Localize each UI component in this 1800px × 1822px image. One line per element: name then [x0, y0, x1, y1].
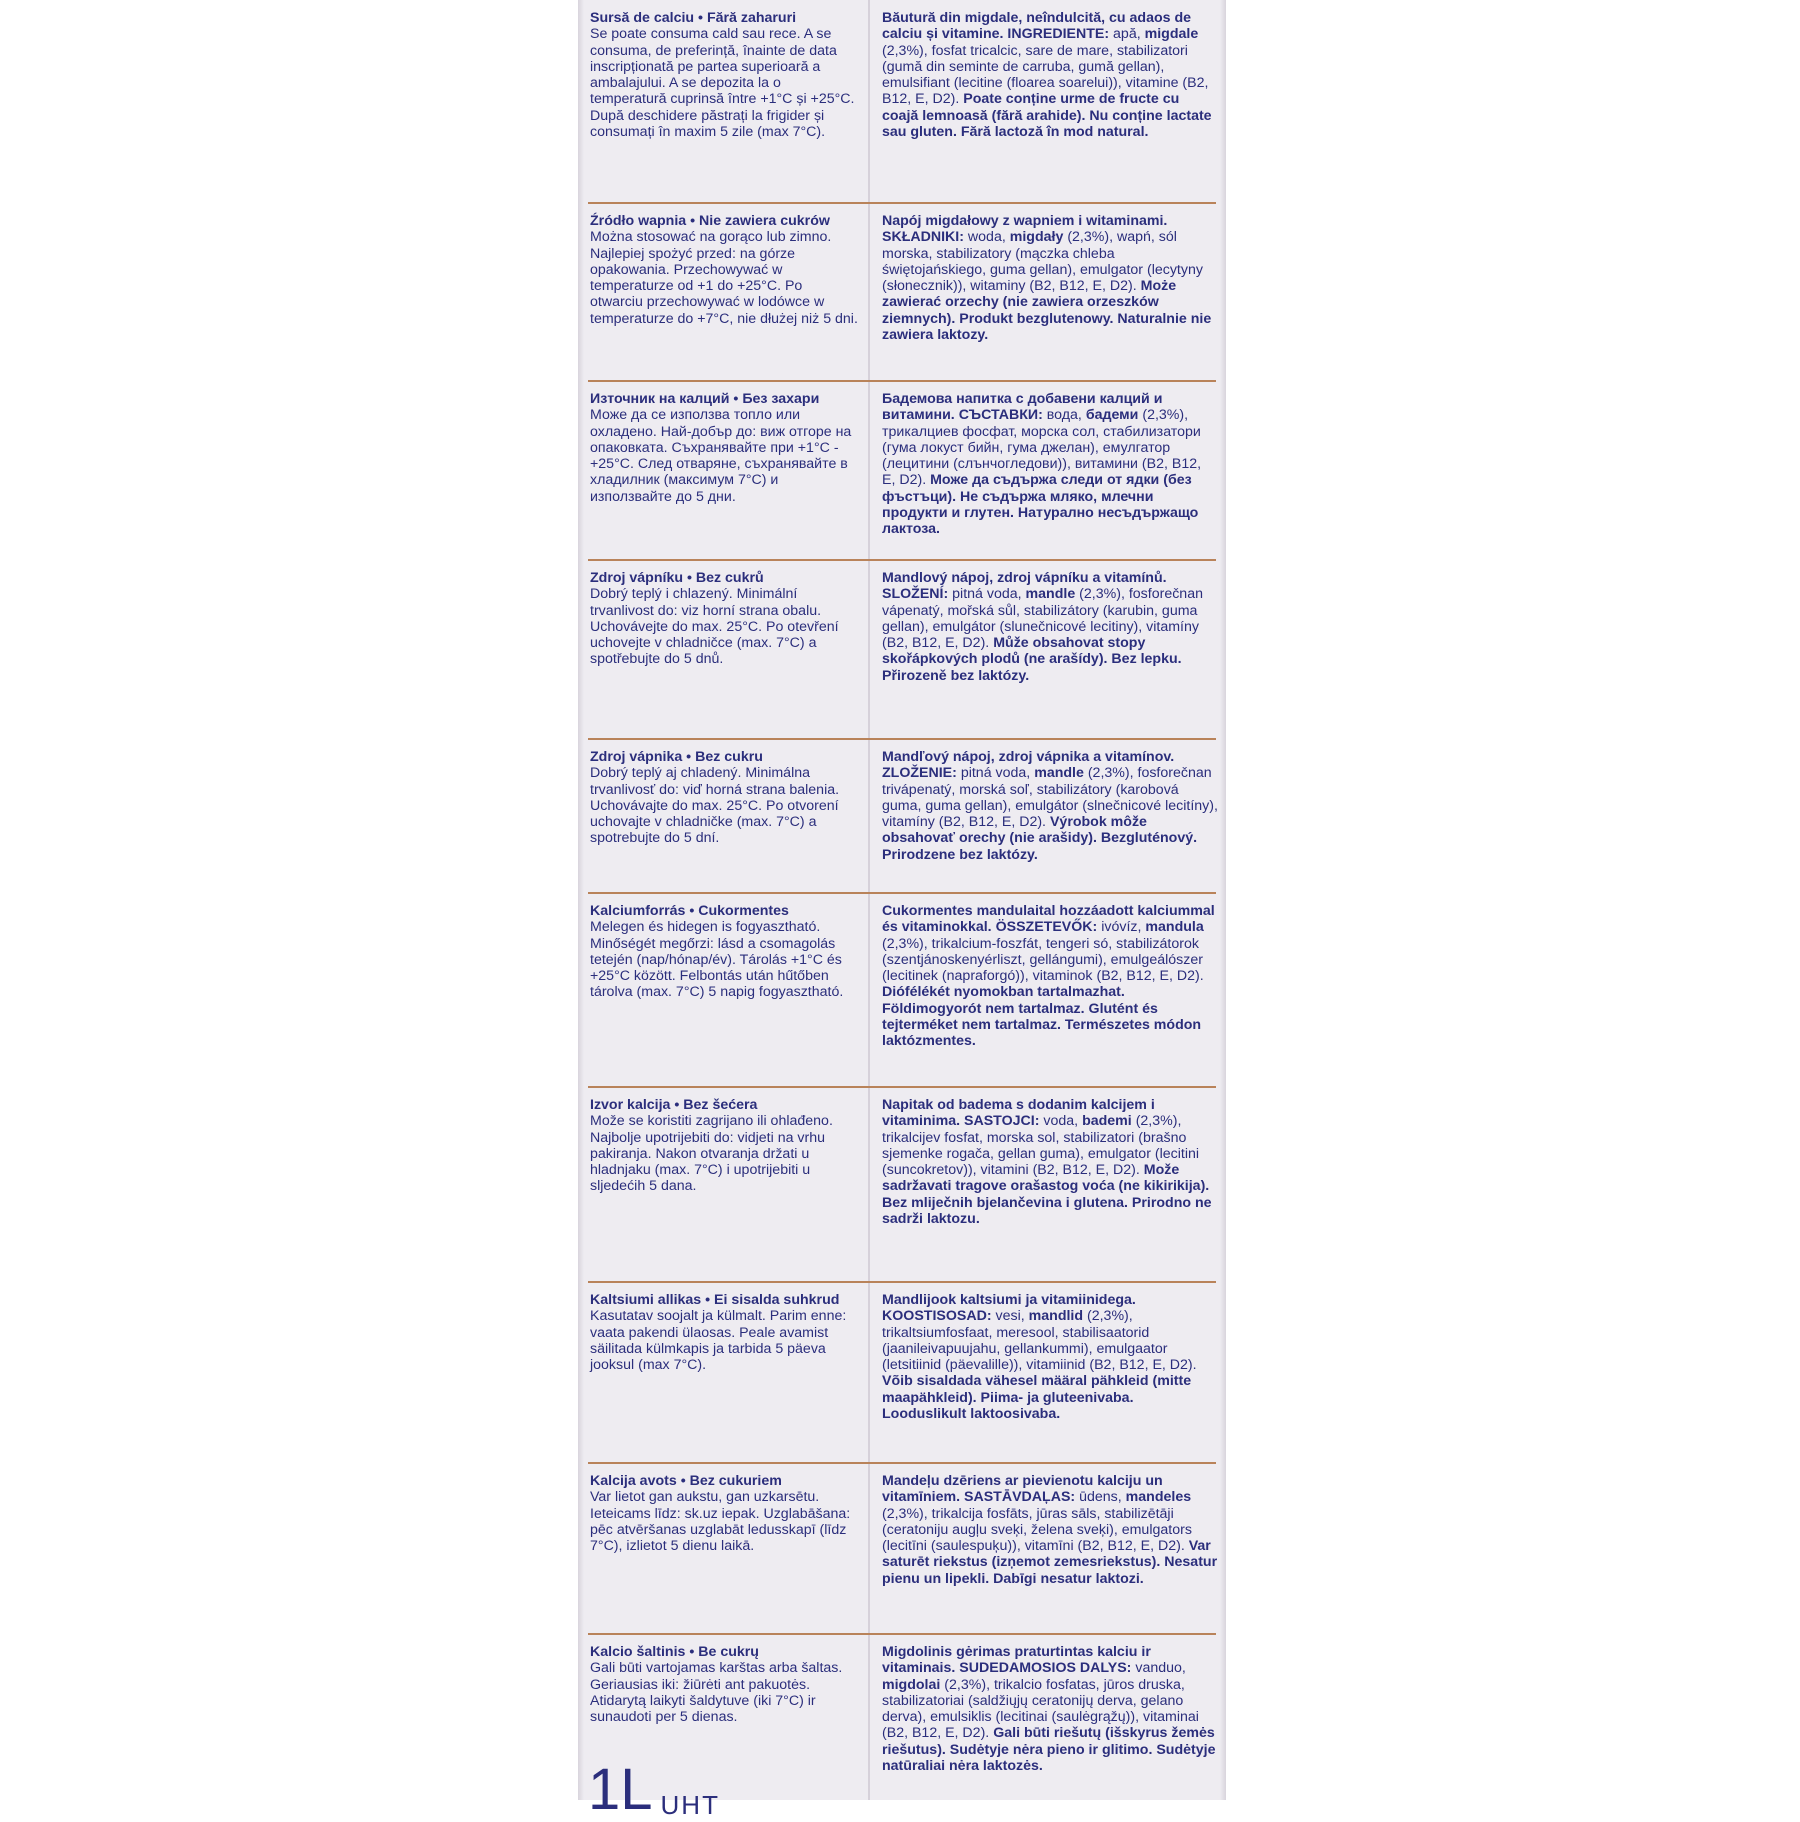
- ingredients-text: [882, 1473, 1218, 1587]
- usage-storage-text: [590, 391, 858, 505]
- product-description: Cukormentes mandulaital hozzáadott kalciummal és vitaminokkal.: [882, 903, 1215, 936]
- language-section: [578, 1282, 1226, 1463]
- allergen-statement: Võib sisaldada vähesel määral pähkleid (mitte maapähkleid). Piima- ja gluteenivaba. Looduslikult laktoosivaba.: [882, 1373, 1192, 1423]
- ingredients-list: (2,3%), trikalcija fosfāts, jūras sāls, stabilizētāji (ceratoniju augļu sveķi, želena sveķi), emulgators (lecitīni (saulespuķu)), vitamīni (B2, B12, E, D2).: [882, 1505, 1192, 1555]
- uht-label: UHT: [660, 1790, 720, 1820]
- language-section: [578, 1463, 1226, 1634]
- ingredients-text: [882, 903, 1218, 1050]
- key-ingredient: mandeles: [1125, 1489, 1192, 1506]
- ingredients-list: (2,3%), трикалциев фосфат, морска сол, стабилизатори (гума локуст бийн, гума джелан), емулгатор (лецитини (слънчогледови)), витамини (B2, B12, E, D2).: [882, 407, 1202, 489]
- ingredients-list: (2,3%), fosforečnan trivápenatý, morská soľ, stabilizátory (karobová guma, guma gellan), emulgátor (slnečnicové lecitíny), vitamíny (B2, B12, E, D2).: [882, 765, 1218, 831]
- ingredients-label: SASTOJCI:: [964, 1113, 1040, 1130]
- volume-label: 1L: [588, 1757, 653, 1822]
- product-description: Бадемова напитка с добавени калций и витамини.: [882, 391, 1163, 424]
- package-footer: [588, 1757, 720, 1822]
- ingredients-label: SKŁADNIKI:: [882, 229, 964, 246]
- language-section: [578, 381, 1226, 560]
- storage-instructions: Można stosować na gorąco lub zimno. Najlepiej spożyć przed: na górze opakowania. Przechowywać w temperaturze od +1 do +25°C. Po otwarciu przechowywać w lodówce w temperaturze do +7°C, nie dłużej niż 5 dni.: [590, 229, 858, 327]
- ingredients-label: SUDEDAMOSIOS DALYS:: [959, 1660, 1132, 1677]
- language-section: [578, 560, 1226, 739]
- product-description: Napój migdałowy z wapniem i witaminami.: [882, 213, 1168, 229]
- ingredients-label: INGREDIENTE:: [1007, 26, 1110, 43]
- ingredients-start: vesi,: [995, 1308, 1025, 1325]
- product-description: Mandľový nápoj, zdroj vápnika a vitamínov.: [882, 749, 1175, 765]
- ingredients-label: SASTĀVDAĻAS:: [964, 1489, 1076, 1506]
- key-ingredient: бадеми: [1085, 407, 1139, 424]
- storage-instructions: Se poate consuma cald sau rece. A se consuma, de preferință, înainte de data inscripționată pe partea superioară a ambalajului. A se depozita la o temperatură cuprinsă între +1°C și +25°C. După deschidere păstrați la frigider și consumați în maxim 5 zile (max 7°C).: [590, 26, 855, 141]
- ingredients-start: voda,: [1043, 1113, 1079, 1130]
- ingredients-list: (2,3%), trikalcium-foszfát, tengeri só, stabilizátorok (szentjánoskenyérliszt, gellángumi), emulgeálószer (lecitinek (napraforgó)), vitaminok (B2, B12, E, D2).: [882, 935, 1204, 985]
- ingredients-text: [882, 1097, 1218, 1227]
- ingredients-start: vanduo,: [1135, 1660, 1186, 1677]
- ingredients-label: ZLOŽENIE:: [882, 765, 957, 782]
- ingredients-text: [882, 10, 1218, 140]
- ingredients-text: [882, 1644, 1218, 1774]
- ingredients-text: [882, 570, 1218, 684]
- allergen-statement: Може да съдържа следи от ядки (без фъстъци). Не съдържа мляко, млечни продукти и глутен. Натурално несъдържащо лактоза.: [882, 472, 1199, 538]
- ingredients-start: woda,: [967, 229, 1006, 246]
- ingredients-list: (2,3%), wapń, sól morska, stabilizatory (mączka chleba świętojańskiego, guma gellan), emulgator (lecytyny (słonecznik)), witaminy (B2, B12, E, D2).: [882, 229, 1203, 295]
- ingredients-start: apă,: [1113, 26, 1141, 43]
- section-title: Източник на калций • Без захари: [590, 391, 820, 407]
- key-ingredient: mandula: [1145, 919, 1204, 936]
- storage-instructions: Melegen és hidegen is fogyasztható. Minőségét megőrzi: lásd a csomagolás tetején (nap/hónap/év). Tárolás +1°C és +25°C között. Felbontás után hűtőben tárolva (max. 7°C) 5 napig fogyasztható.: [590, 919, 844, 1001]
- product-description: Mandeļu dzēriens ar pievienotu kalciju un vitamīniem.: [882, 1473, 1163, 1506]
- key-ingredient: migdały: [1009, 229, 1064, 246]
- usage-storage-text: [590, 1644, 858, 1725]
- section-title: Izvor kalcija • Bez šećera: [590, 1097, 758, 1113]
- language-section: [578, 893, 1226, 1087]
- section-title: Źródło wapnia • Nie zawiera cukrów: [590, 213, 830, 229]
- storage-instructions: Може да се използва топло или охладено. Най-добър до: виж отгоре на опаковката. Съхранявайте при +1°C - +25°C. След отваряне, съхранявайте в хладилник (максимум 7°C) и използвайте до 5 дни.: [590, 407, 852, 505]
- ingredients-start: вода,: [1046, 407, 1082, 424]
- allergen-statement: Poate conține urme de fructe cu coajă lemnoasă (fără arahide). Nu conține lactate sau gluten. Fără lactoză în mod natural.: [882, 91, 1212, 141]
- ingredients-start: pitná voda,: [960, 765, 1031, 782]
- ingredients-list: (2,3%), fosforečnan vápenatý, mořská sůl, stabilizátory (karubin, guma gellan), emulgátor (slunečnicové lecitiny), vitamíny (B2, B12, E, D2).: [882, 586, 1203, 652]
- storage-instructions: Dobrý teplý i chlazený. Minimální trvanlivost do: viz horní strana obalu. Uchovávejte do max. 25°C. Po otevření uchovejte v chladničce (max. 7°C) a spotřebujte do 5 dnů.: [590, 586, 839, 668]
- section-title: Zdroj vápníku • Bez cukrů: [590, 570, 764, 586]
- usage-storage-text: [590, 213, 858, 327]
- allergen-statement: Może zawierać orzechy (nie zawiera orzeszków ziemnych). Produkt bezglutenowy. Naturalnie nie zawiera laktozy.: [882, 278, 1212, 344]
- ingredients-list: (2,3%), trikalcijev fosfat, morska sol, stabilizatori (brašno sjemenke rogača, gellan guma), emulgator (lecitini (suncokretov)), vitamini (B2, B12, E, D2).: [882, 1113, 1200, 1179]
- allergen-statement: Može sadržavati tragove orašastog voća (ne kikirikija). Bez mliječnih bjelančevina i glutena. Prirodno ne sadrži laktozu.: [882, 1162, 1212, 1228]
- ingredients-label: SLOŽENÍ:: [882, 586, 949, 603]
- storage-instructions: Može se koristiti zagrijano ili ohlađeno. Najbolje upotrijebiti do: vidjeti na vrhu pakiranja. Nakon otvaranja držati u hladnjaku (max. 7°C) i upotrijebiti u sljedećih 5 dana.: [590, 1113, 833, 1195]
- carton-side-panel: [578, 0, 1226, 1822]
- storage-instructions: Gali būti vartojamas karštas arba šaltas. Geriausias iki: žiūrėti ant pakuotės. Atidarytą laikyti šaldytuve (iki 7°C) ir sunaudoti per 5 dienas.: [590, 1660, 843, 1726]
- section-title: Kalciumforrás • Cukormentes: [590, 903, 789, 919]
- allergen-statement: Var saturēt riekstus (izņemot zemesriekstus). Nesatur pienu un lipekli. Dabīgi nesatur laktozi.: [882, 1538, 1218, 1587]
- ingredients-label: ÖSSZETEVŐK:: [995, 919, 1098, 936]
- ingredients-text: [882, 391, 1218, 538]
- storage-instructions: Kasutatav soojalt ja külmalt. Parim enne: vaata pakendi ülaosas. Peale avamist säilitada külmkapis ja tarbida 5 päeva jooksul (max 7°C).: [590, 1308, 847, 1374]
- language-section: [578, 0, 1226, 203]
- usage-storage-text: [590, 1097, 858, 1195]
- language-section: [578, 1087, 1226, 1282]
- language-section: [578, 203, 1226, 381]
- ingredients-list: (2,3%), trikalcio fosfatas, jūros druska, stabilizatoriai (saldžiųjų ceratonijų derva, gelano derva), emulsiklis (lecitinai (saulėgrąžų)), vitaminai (B2, B12, E, D2).: [882, 1676, 1199, 1742]
- product-description: Băutură din migdale, neîndulcită, cu adaos de calciu și vitamine.: [882, 10, 1192, 43]
- usage-storage-text: [590, 1292, 858, 1373]
- usage-storage-text: [590, 749, 858, 847]
- product-description: Mandlijook kaltsiumi ja vitamiinidega.: [882, 1292, 1136, 1308]
- key-ingredient: bademi: [1082, 1113, 1132, 1130]
- ingredients-text: [882, 749, 1218, 863]
- section-title: Zdroj vápnika • Bez cukru: [590, 749, 763, 765]
- language-section: [578, 739, 1226, 893]
- section-title: Kaltsiumi allikas • Ei sisalda suhkrud: [590, 1292, 840, 1308]
- section-title: Kalcija avots • Bez cukuriem: [590, 1473, 782, 1489]
- ingredients-start: pitná voda,: [952, 586, 1022, 603]
- ingredients-start: ūdens,: [1079, 1489, 1122, 1506]
- product-description: Migdolinis gėrimas praturtintas kalciu ir vitaminais.: [882, 1644, 1151, 1677]
- section-title: Kalcio šaltinis • Be cukrų: [590, 1644, 759, 1660]
- key-ingredient: migdale: [1144, 26, 1199, 43]
- product-description: Napitak od badema s dodanim kalcijem i vitaminima.: [882, 1097, 1155, 1130]
- ingredients-text: [882, 1292, 1218, 1422]
- key-ingredient: mandle: [1025, 586, 1076, 603]
- ingredients-text: [882, 213, 1218, 343]
- storage-instructions: Dobrý teplý aj chladený. Minimálna trvanlivosť do: viď horná strana balenia. Uchovávajte do max. 25°C. Po otvorení uchovajte v chladničke (max. 7°C) a spotrebujte do 5 dní.: [590, 765, 840, 847]
- usage-storage-text: [590, 1473, 858, 1554]
- ingredients-list: (2,3%), trikaltsiumfosfaat, meresool, stabilisaatorid (jaanileivapuujahu, gellankummi), emulgaator (letsitiinid (päevalille)), vitamiinid (B2, B12, E, D2).: [882, 1308, 1197, 1374]
- ingredients-label: СЪСТАВКИ:: [958, 407, 1043, 424]
- allergen-statement: Gali būti riešutų (išskyrus žemės riešutus). Sudėtyje nėra pieno ir glitimo. Sudėtyje natūraliai nėra laktozės.: [882, 1725, 1216, 1775]
- key-ingredient: migdolai: [882, 1676, 941, 1693]
- usage-storage-text: [590, 10, 858, 140]
- product-description: Mandlový nápoj, zdroj vápníku a vitamínů.: [882, 570, 1167, 586]
- usage-storage-text: [590, 570, 858, 668]
- usage-storage-text: [590, 903, 858, 1001]
- key-ingredient: mandle: [1034, 765, 1084, 782]
- key-ingredient: mandlid: [1028, 1308, 1084, 1325]
- allergen-statement: Výrobok môže obsahovať orechy (nie arašidy). Bezgluténový. Prirodzene bez laktózy.: [882, 814, 1198, 863]
- ingredients-list: (2,3%), fosfat tricalcic, sare de mare, stabilizatori (gumă din seminte de carruba, gumă gellan), emulsifiant (lecitine (floarea soarelui)), vitamine (B2, B12, E, D2).: [882, 42, 1209, 108]
- allergen-statement: Diófélékét nyomokban tartalmazhat. Földimogyorót nem tartalmaz. Glutént és tejterméket nem tartalmaz. Természetes módon laktózmentes.: [882, 984, 1202, 1050]
- section-title: Sursă de calciu • Fără zaharuri: [590, 10, 797, 26]
- ingredients-start: ivóvíz,: [1101, 919, 1142, 936]
- allergen-statement: Může obsahovat stopy skořápkových plodů (ne arašídy). Bez lepku. Přirozeně bez laktózy.: [882, 635, 1182, 684]
- ingredients-label: KOOSTISOSAD:: [882, 1308, 992, 1325]
- storage-instructions: Var lietot gan aukstu, gan uzkarsētu. Ieteicams līdz: sk.uz iepak. Uzglabāšana: pēc atvēršanas uzglabāt ledusskapī (līdz 7°C), izlietot 5 dienu laikā.: [590, 1489, 851, 1555]
